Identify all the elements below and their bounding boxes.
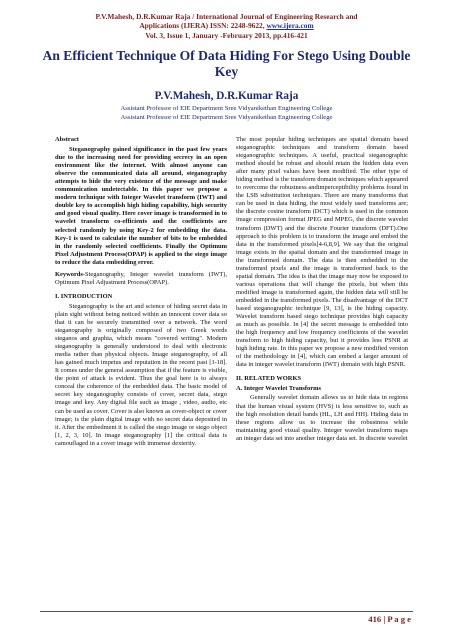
journal-header — [40, 12, 413, 40]
issn-text: Applications (IJERA) ISSN: 2248-9622 — [139, 21, 263, 31]
journal-url-link[interactable]: www.ijera.com — [266, 21, 314, 31]
keywords — [55, 271, 227, 287]
abstract-body: Steganography gained significance in the past few years due to the increasing need for providing secrecy in an open environment like the internet. With almost anyone can observe the communicated data all around, steganography attempts to hide the very existence of the message and make communication undetectable. In this paper we propose a modern technique with Integer Wavelet transform (IWT) and double key to accomplish high hiding capability, high security and good visual quality. Here cover image is transformed in to wavelet transform co-efficients and the coefficients are selected randomly by using Key-2 for embedding the data. Key-1 is used to calculate the number of bits to be embedded in the randomly selected coefficients. Finally the Optimum Pixel Adjustment Process(OPAP) is applied to the stego image to reduce the data embedding error. — [55, 146, 227, 266]
left-column — [55, 136, 227, 452]
journal-header-line1: P.V.Mahesh, D.R.Kumar Raja / International Journal of Engineering Research and — [95, 12, 358, 21]
right-column-paragraph: The most popular hiding techniques are spatial domain based steganographic techniques and transform domain based steganographic techniques. A useful, practical steganographic method should be robust and should retain the hidden data even after many pixel values have been modified. The other type of hiding method is the transform domain techniques which appeared to overcome the robustness andimperceptibility problems found in the LSB substitution techniques. There are many transforms that can be used in data hiding, the most widely used transforms are; the discrete cosine transform (DCT) which is used in the common image compression format JPEG and MPEG, the discrete wavelet transform (DWT) and the discrete Fourier transform (DFT).One approach to this problem is to transform the image and embed the data in the transformed pixels[4-6,8,9]. We say that the original image exists in the spatial domain and the transformed image in the transformed domain. The data is then embedded in the transformed pixels and the image is transformed back to the spatial domain. The idea is that the image may now be exposed to various operations that will change the pixels, but when this modified image is transformed again, the hidden data will still be embedded in the transformed pixels. The disadvantage of the DCT based steganographic technique [9, 13], is the hiding capacity. Wavelet transform based stego technique provides high capacity as much as possible. In [4] the secret message is embedded into the high frequency and low frequency coefficients of the wavelet transform to high hiding capacity, but it provides less PSNR at high hiding rate. In this paper we propose a new modified version of the methodology in [4], which can embed a larger amount of data in integer wavelet transform (IWT) domain with high PSNR. — [236, 136, 408, 369]
iwt-body: Generally wavelet domain allows us to hide data in regions that the human visual system (HVS) is less sensitive to, such as the high resolution detail bands (HL, LH and HH). Hiding data in these regions allow us to increase the robustness while maintaining good visual quality. Integer wavelet transform maps an integer data set into another integer data set. In discrete wavelet — [236, 394, 408, 442]
keywords-text: Steganography, Integer wavelet transform (IWT), Optimum Pixel Adjustment Process(OPAP). — [55, 270, 227, 286]
right-column — [236, 136, 408, 447]
intro-body: Steganography is the art and science of hiding secret data in plain sight without being noticed within an innocent cover data so that it can be securely transmitted over a network. The word steganography is originally composed of two Greek words steganos and graphia, which means "covered writing". Modern steganography is generally understood to deal with electronic media rather than physical objects. Image steganography, of all has gained much impetus and reputation in the recent past [1-18]. It comes under the general assumption that if the feature is visible, the point of attack is evident. Thus the goal here is to always conceal the coherence of the embedded data. The basic model of secret key steganography consists of cover, secret data, stego image and key. Any digital file such as image , video, audio, etc can be used as cover. Cover is also known as cover-object or cover image; is the plain digital image with no secret data deposited in it. After the embedment it is called the stego image or stego object [1, 2, 3, 10]. In image steganography [1] the critical data is camouflaged in a cover image with immense dexterity. — [55, 302, 228, 447]
abstract-heading: Abstract — [55, 136, 79, 143]
footer-divider — [40, 611, 413, 612]
affiliation-1: Assistant Professor of EIE Department Sree Vidyanikethan Engineering College — [120, 105, 333, 112]
related-works-heading: II. RELATED WORKS — [236, 375, 302, 383]
journal-header-line2: Applications (IJERA) ISSN: 2248-9622, www.ijera.com — [139, 21, 314, 31]
paper-title: An Efficient Technique Of Data Hiding For Stego Using Double Key — [42, 48, 411, 79]
iwt-subheading: A. Integer Wavelet Transforms — [236, 385, 321, 393]
intro-heading: I. INTRODUCTION — [55, 292, 113, 300]
affiliation-2: Assistant Professor of EIE Department Sree Vidyanikethan Engineering College — [120, 114, 333, 121]
journal-header-line3: Vol. 3, Issue 1, January -February 2013, pp.416-421 — [145, 30, 308, 40]
keywords-label: Keywords- — [55, 270, 86, 278]
page-number: 416 | P a g e — [368, 614, 411, 624]
paper-authors: P.V.Mahesh, D.R.Kumar Raja — [154, 90, 299, 102]
